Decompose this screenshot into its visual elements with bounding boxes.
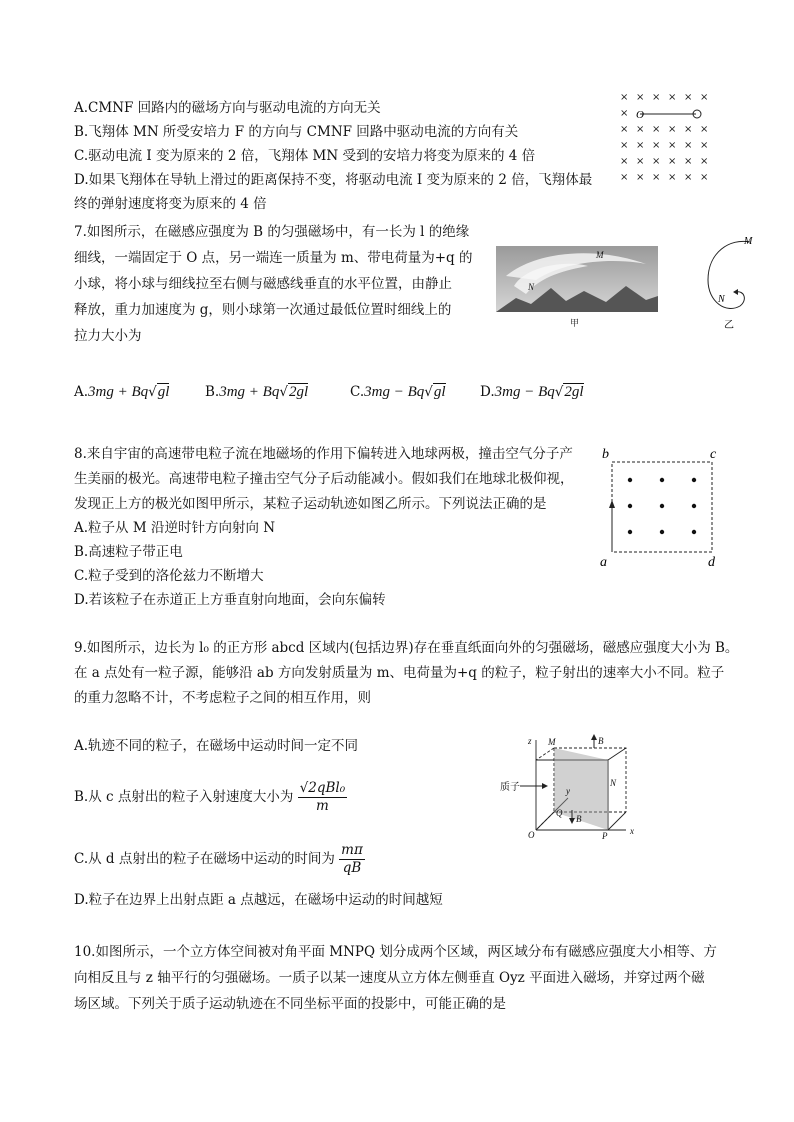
q6-point-o-label: O <box>636 109 644 121</box>
q6-option-a: A.CMNF 回路内的磁场方向与驱动电流的方向无关 <box>74 100 381 116</box>
q10-point-q-label: Q <box>556 808 563 818</box>
q6-field-cross-mark: × <box>668 172 677 183</box>
q8-stem-line3: 发现正上方的极光如图甲所示，某粒子运动轨迹如图乙所示。下列说法正确的是 <box>74 496 547 512</box>
q7-fig-yi-m-label: M <box>744 236 753 247</box>
q6-option-b: B.飞翔体 MN 所受安培力 F 的方向与 CMNF 回路中驱动电流的方向有关 <box>74 124 519 140</box>
q6-field-cross-mark: × <box>652 124 661 135</box>
q6-field-cross-mark: × <box>620 172 629 183</box>
q6-option-d-line1: D.如果飞翔体在导轨上滑过的距离保持不变，将驱动电流 I 变为原来的 2 倍，飞翔体最 <box>74 172 593 188</box>
q7-trajectory-figure <box>700 232 762 332</box>
q10-point-p-label: P <box>602 831 608 840</box>
q7-stem-line4: 释放，重力加速度为 g，则小球第一次通过最低位置时细线上的 <box>74 302 452 318</box>
q10-point-m-label: M <box>548 737 556 747</box>
q10-origin-o-label: O <box>528 830 535 840</box>
q6-field-cross-mark: × <box>652 92 661 103</box>
q8-option-b: B.高速粒子带正电 <box>74 544 183 560</box>
q6-field-cross-mark: × <box>620 108 629 119</box>
q9-stem-line1: 9.如图所示，边长为 l₀ 的正方形 abcd 区域内(包括边界)存在垂直纸面向外的匀强磁场，磁感应强度大小为 B。 <box>74 640 739 656</box>
q6-field-cross-mark: × <box>684 156 693 167</box>
q8-stem-line2: 生美丽的极光。高速带电粒子撞击空气分子后动能减小。假如我们在地球北极仰视， <box>74 471 574 487</box>
q6-field-cross-mark: × <box>636 140 645 151</box>
q10-b-top-label: B <box>598 736 604 746</box>
q7-option-b: B.3mg + Bq√2gl <box>205 384 309 400</box>
q9-option-d: D.粒子在边界上出射点距 a 点越远，在磁场中运动的时间越短 <box>74 892 443 908</box>
q6-field-cross-mark: × <box>668 156 677 167</box>
q6-field-cross-mark: × <box>636 156 645 167</box>
q6-field-cross-mark: × <box>620 124 629 135</box>
q6-field-cross-mark: × <box>636 172 645 183</box>
q10-axis-z-label: z <box>528 736 532 746</box>
q7-stem-line3: 小球，将小球与细线拉至右侧与磁感线垂直的水平位置，由静止 <box>74 276 452 292</box>
q6-field-cross-mark: × <box>684 124 693 135</box>
q8-option-c: C.粒子受到的洛伦兹力不断增大 <box>74 568 264 584</box>
q6-field-cross-mark: × <box>700 156 709 167</box>
q7-aurora-photo-figure <box>496 246 658 330</box>
q10-proton-label: 质子 <box>500 782 520 793</box>
q7-fig-jia-caption: 甲 <box>570 319 580 329</box>
q7-fig-yi-caption: 乙 <box>724 320 734 331</box>
q7-option-d: D.3mg − Bq√2gl <box>480 384 584 400</box>
q7-stem-line5: 拉力大小为 <box>74 328 142 344</box>
q6-field-cross-mark: × <box>684 140 693 151</box>
q6-field-cross-mark: × <box>652 172 661 183</box>
q10-stem-line2: 向相反且与 z 轴平行的匀强磁场。一质子以某一速度从立方体左侧垂直 Oyz 平面进入磁场，并穿过两个磁 <box>74 970 705 986</box>
q10-cube-figure <box>498 734 648 840</box>
q9-corner-c-label: c <box>710 447 717 462</box>
q6-field-cross-mark: × <box>636 124 645 135</box>
q6-field-cross-mark: × <box>668 124 677 135</box>
q9-stem-line2: 在 a 点处有一粒子源，能够沿 ab 方向发射质量为 m、电荷量为+q 的粒子，粒子射出的速率大小不同。粒子 <box>74 665 725 681</box>
q9-stem-line3: 的重力忽略不计，不考虑粒子之间的相互作用，则 <box>74 690 371 706</box>
q7-stem-line1: 7.如图所示，在磁感应强度为 B 的匀强磁场中，有一长为 l 的绝缘 <box>74 224 470 240</box>
q6-field-cross-mark: × <box>620 140 629 151</box>
q6-field-cross-mark: × <box>620 92 629 103</box>
q7-stem-line2: 细线，一端固定于 O 点，另一端连一质量为 m、带电荷量为+q 的 <box>74 250 473 266</box>
q7-fig-jia-m-label: M <box>596 250 604 260</box>
q9-option-b: B.从 c 点射出的粒子入射速度大小为 $\frac{\text{√2qBl₀}}{m}$ <box>74 780 346 814</box>
q10-stem-line3: 场区域。下列关于质子运动轨迹在不同坐标平面的投影中，可能正确的是 <box>74 996 506 1012</box>
q6-field-cross-mark: × <box>700 172 709 183</box>
q6-magnetic-field-figure <box>612 88 718 188</box>
q9-option-c: C.从 d 点射出的粒子在磁场中运动的时间为 $\frac{m\pi}{qB}$ <box>74 842 363 876</box>
q6-option-d-line2: 终的弹射速度将变为原来的 4 倍 <box>74 196 267 212</box>
q6-field-cross-mark: × <box>652 156 661 167</box>
q10-point-n-label: N <box>610 778 617 788</box>
q10-stem-line1: 10.如图所示，一个立方体空间被对角平面 MNPQ 划分成两个区域，两区域分布有磁感应强度大小相等、方 <box>74 944 717 960</box>
q7-fig-jia-n-label: N <box>528 282 535 292</box>
q9-corner-d-label: d <box>708 555 715 570</box>
q6-field-cross-mark: × <box>700 124 709 135</box>
q9-option-a: A.轨迹不同的粒子，在磁场中运动时间一定不同 <box>74 738 359 754</box>
q8-stem-line1: 8.来自宇宙的高速带电粒子流在地磁场的作用下偏转进入地球两极，撞击空气分子产 <box>74 446 573 462</box>
q9-corner-a-label: a <box>600 555 607 570</box>
q10-axis-y-label: y <box>566 786 570 796</box>
q6-field-cross-mark: × <box>668 92 677 103</box>
q8-option-a: A.粒子从 M 沿逆时针方向射向 N <box>74 520 276 536</box>
q7-fig-yi-n-label: N <box>718 294 725 305</box>
q6-field-cross-mark: × <box>652 140 661 151</box>
q6-field-cross-mark: × <box>636 92 645 103</box>
q7-option-a: A.3mg + Bq√gl <box>74 384 170 400</box>
q6-field-cross-mark: × <box>620 156 629 167</box>
q10-axis-x-label: x <box>630 826 634 836</box>
q6-option-c: C.驱动电流 I 变为原来的 2 倍，飞翔体 MN 受到的安培力将变为原来的 4 倍 <box>74 148 536 164</box>
q7-option-c: C.3mg − Bq√gl <box>350 384 446 400</box>
q10-b-bottom-label: B <box>576 814 582 824</box>
q9-corner-b-label: b <box>602 447 609 462</box>
q8-option-d: D.若该粒子在赤道正上方垂直射向地面，会向东偏转 <box>74 592 386 608</box>
q9-square-field-figure <box>598 444 724 570</box>
q6-field-cross-mark: × <box>684 172 693 183</box>
q6-field-cross-mark: × <box>668 140 677 151</box>
q6-field-cross-mark: × <box>684 92 693 103</box>
q6-field-cross-mark: × <box>700 140 709 151</box>
q6-field-cross-mark: × <box>700 92 709 103</box>
